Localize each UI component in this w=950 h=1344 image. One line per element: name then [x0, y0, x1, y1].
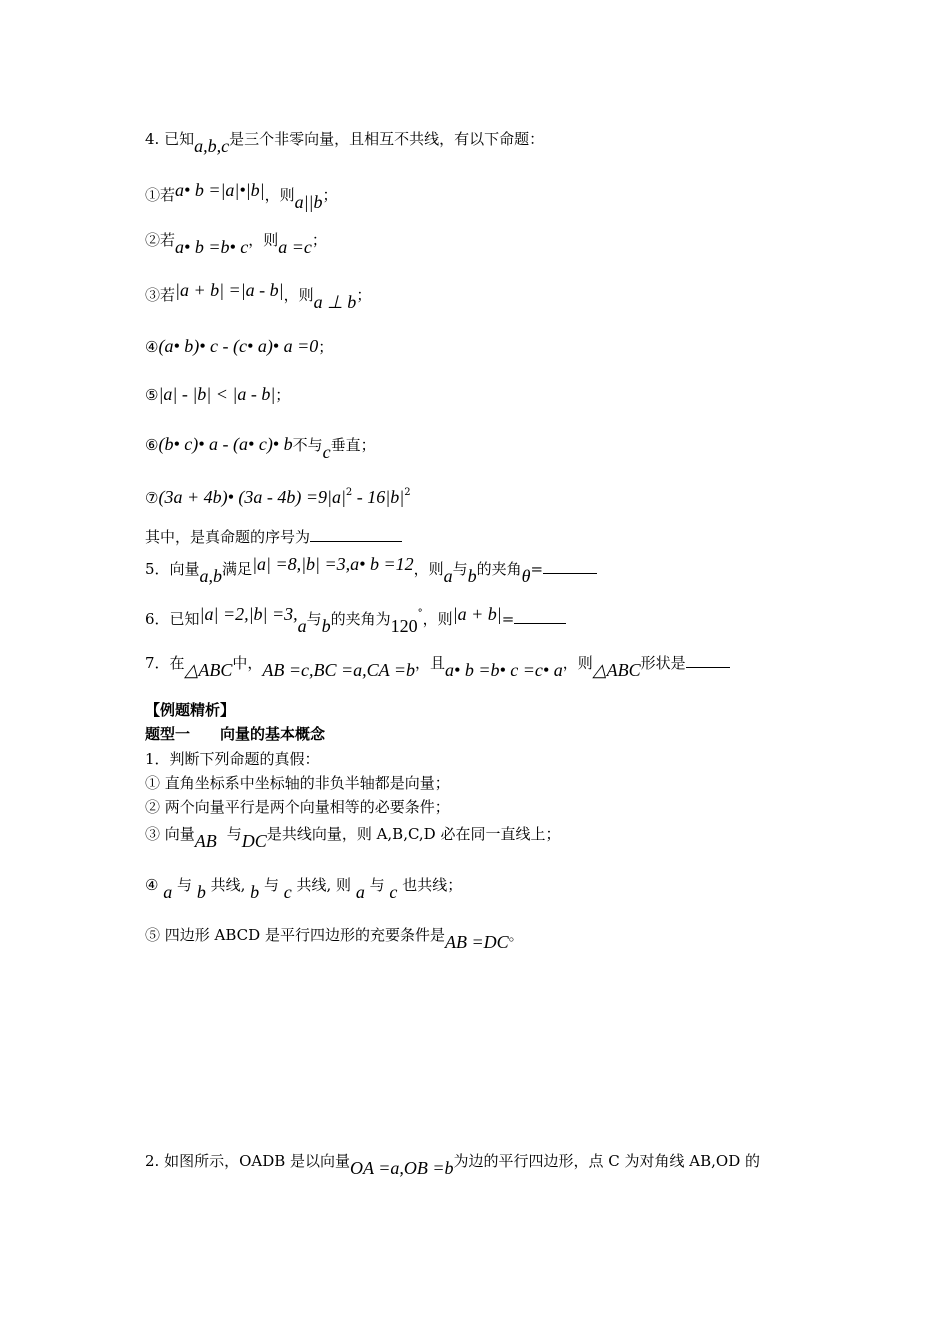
ex2-tail: 为边的平行四边形，点 C 为对角线 AB,OD 的 — [453, 1152, 760, 1170]
q5-cond-label: 满足 — [222, 560, 253, 578]
item-end: ； — [322, 186, 338, 204]
ex1-i3-a: ③ 向量 — [145, 825, 195, 843]
item-end: ； — [311, 231, 327, 249]
ex1-item-5 — [145, 924, 524, 952]
q5 — [145, 554, 597, 586]
answer-prompt-label: 其中，是真命题的序号为 — [145, 528, 311, 546]
exponent: 2 — [404, 487, 411, 498]
ex1-item-2: ② 两个向量平行是两个向量相等的必要条件； — [145, 798, 450, 816]
q4-item-3 — [145, 280, 372, 312]
q4-item-1 — [145, 180, 338, 212]
q5-mid: ，则 — [413, 560, 444, 578]
q4-intro — [145, 128, 545, 156]
ex1-i4-col2: 共线, 则 — [296, 876, 352, 894]
ex2-expr: OA =a,OB =b — [350, 1158, 454, 1178]
item-expr: |a + b| =|a - b| — [175, 280, 284, 300]
item-expr: a• b =b• c — [175, 237, 249, 257]
ex1-i4-b: b — [196, 882, 206, 902]
ex1-title: 1．判断下列命题的真假： — [145, 750, 320, 768]
q5-cond: |a| =8,|b| =3,a• b =12 — [252, 554, 414, 574]
ex1-i4-col1: 共线, — [210, 876, 246, 894]
item-mid: ，则 — [264, 186, 295, 204]
q7-tri: △ABC — [184, 660, 233, 680]
item-expr2: a =c — [278, 237, 312, 257]
q6-angle: 120 — [390, 616, 418, 636]
q7-blank[interactable] — [686, 653, 730, 668]
ex1-i5-end: 。 — [508, 926, 524, 944]
item-expr2: c — [322, 442, 331, 462]
ex1-i4-a2: a — [355, 882, 365, 902]
ex1-item-3 — [145, 823, 561, 851]
q4-vars: a,b,c — [194, 136, 230, 156]
item-expr2: a ⊥ b — [313, 292, 357, 312]
item-mark: ⑥ — [145, 436, 159, 454]
item-expr-b: - 16|b| — [352, 487, 405, 507]
item-expr2: a||b — [294, 192, 323, 212]
q7-then: ，则 — [562, 654, 593, 672]
q7-shape: 形状是 — [640, 654, 686, 672]
item-expr: |a| - |b| < |a - b| — [158, 384, 276, 404]
section-examples: 【例题精析】 — [145, 701, 236, 719]
item-mid: ，则 — [248, 231, 279, 249]
q7 — [145, 652, 730, 680]
answer-blank[interactable] — [310, 527, 402, 542]
q6-expr: |a + b| — [452, 604, 502, 624]
q5-blank[interactable] — [543, 559, 597, 574]
q6-b: b — [321, 616, 331, 636]
ex1-i4-b2: b — [250, 882, 260, 902]
q5-tail: 的夹角 — [476, 560, 522, 578]
q7-and: ，且 — [415, 654, 446, 672]
item-mid: ，则 — [283, 286, 314, 304]
q7-prefix: 7．在 — [145, 654, 185, 672]
ex2 — [145, 1150, 760, 1178]
item-end: 垂直； — [330, 436, 376, 454]
item-expr: (3a + 4b)• (3a - 4b) =9|a| — [158, 487, 346, 507]
ex1-i3-ab: AB — [194, 831, 217, 851]
q4-item-5 — [145, 384, 290, 405]
item-mark: ⑦ — [145, 489, 159, 507]
q4-item-6 — [145, 434, 376, 462]
ex1-i4-a: a — [163, 882, 173, 902]
q4-intro-tail: 是三个非零向量，且相互不共线，有以下命题： — [229, 130, 545, 148]
q5-vars: a,b — [199, 566, 223, 586]
ex1-i4-c2: c — [389, 882, 398, 902]
ex1-i4-end: 也共线； — [402, 876, 463, 894]
q7-sides: AB =c,BC =a,CA =b — [262, 660, 416, 680]
q6-deg: ° — [417, 608, 423, 619]
ex1-i4-with3: 与 — [369, 876, 385, 894]
ex1-i3-b: 是共线向量，则 A,B,C,D 必在同一直线上； — [266, 825, 561, 843]
q4-intro-label: 4. 已知 — [145, 130, 195, 148]
ex1-i4-with1: 与 — [177, 876, 193, 894]
q5-with: 与 — [452, 560, 468, 578]
q6 — [145, 604, 566, 636]
ex1-i4-mark: ④ — [145, 876, 159, 894]
q6-a: a — [297, 616, 307, 636]
q4-item-7 — [145, 487, 411, 511]
q6-cond: |a| =2,|b| =3, — [199, 604, 298, 624]
item-end: ； — [356, 286, 372, 304]
item-expr: (b• c)• a - (a• c)• b — [158, 434, 293, 454]
q7-tri2: △ABC — [592, 660, 641, 680]
q6-with: 与 — [306, 610, 322, 628]
ex1-i5-expr: AB =DC — [444, 932, 509, 952]
q5-theta: θ — [521, 566, 531, 586]
q6-mid: ，则 — [422, 610, 453, 628]
ex1-i3-with: 与 — [226, 825, 242, 843]
ex1-i4-c: c — [283, 882, 292, 902]
q6-prefix: 6．已知 — [145, 610, 200, 628]
item-mid: 不与 — [292, 436, 323, 454]
ex1-item-4 — [145, 874, 463, 902]
q7-cond: a• b =b• c =c• a — [445, 660, 563, 680]
q6-blank[interactable] — [514, 609, 566, 624]
item-mark: ①若 — [145, 186, 176, 204]
item-end: ； — [275, 386, 291, 404]
item-mark: ④ — [145, 338, 159, 356]
q5-b: b — [467, 566, 477, 586]
ex1-i4-with2: 与 — [263, 876, 279, 894]
item-mark: ⑤ — [145, 386, 159, 404]
item-mark: ③若 — [145, 286, 176, 304]
ex1-i5-a: ⑤ 四边形 ABCD 是平行四边形的充要条件是 — [145, 926, 445, 944]
q4-item-4 — [145, 336, 333, 357]
ex2-prefix: 2. 如图所示，OADB 是以向量 — [145, 1152, 351, 1170]
q5-a: a — [443, 566, 453, 586]
q7-in: 中， — [232, 654, 263, 672]
item-end: ； — [318, 338, 334, 356]
q4-item-2 — [145, 229, 327, 257]
q5-eq: = — [530, 560, 544, 578]
exponent: 2 — [345, 487, 353, 498]
q5-prefix: 5．向量 — [145, 560, 200, 578]
item-mark: ②若 — [145, 231, 176, 249]
section-type1: 题型一 向量的基本概念 — [145, 725, 326, 743]
ex1-i3-dc: DC — [241, 831, 267, 851]
ex1-item-1: ① 直角坐标系中坐标轴的非负半轴都是向量； — [145, 774, 450, 792]
item-expr: (a• b)• c - (c• a)• a =0 — [158, 336, 319, 356]
q6-angle-label: 的夹角为 — [330, 610, 391, 628]
q4-answer-prompt — [145, 527, 402, 547]
item-expr: a• b =|a|•|b| — [175, 180, 265, 200]
q6-eq: = — [501, 610, 515, 628]
